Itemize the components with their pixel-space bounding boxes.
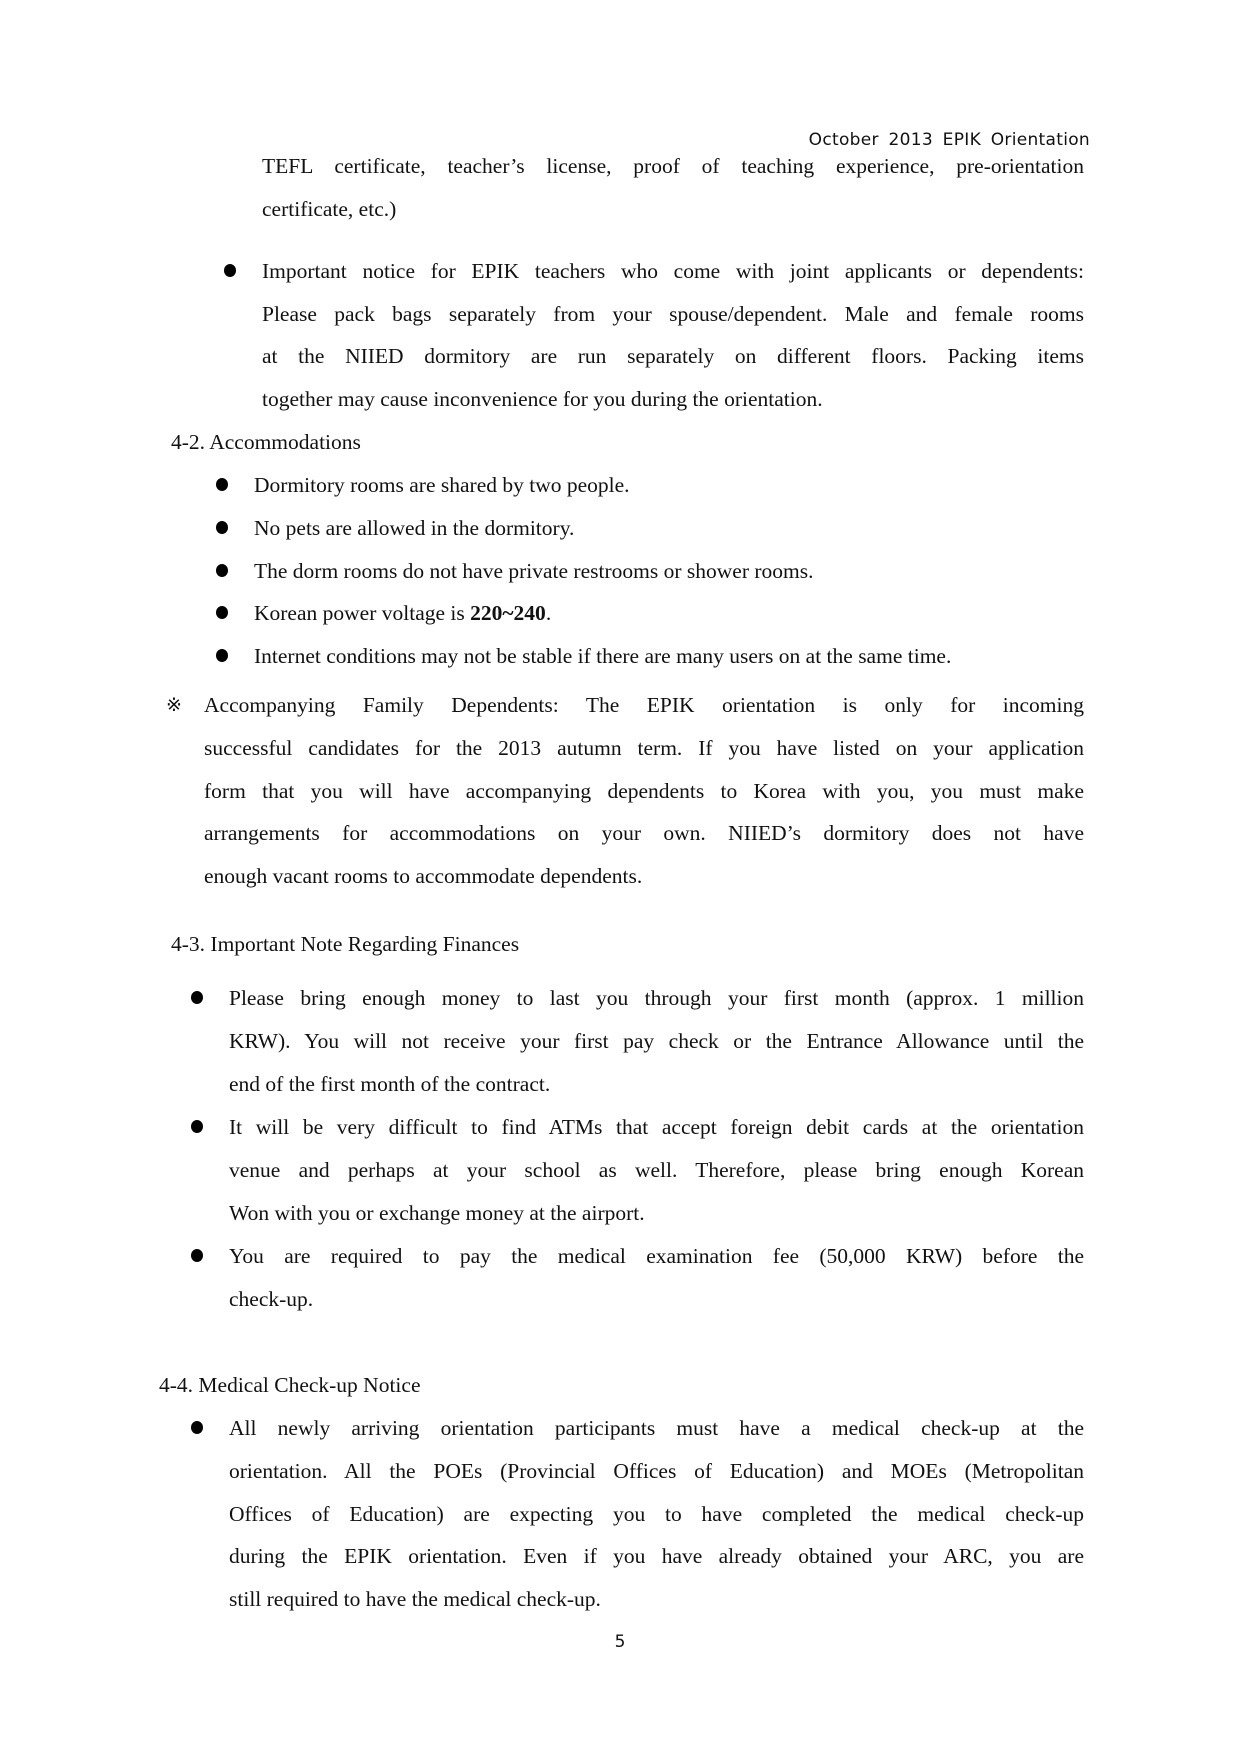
medical-line: All newly arriving orientation participants must have a medical check-up at the	[229, 1416, 1084, 1440]
finance-line: Please bring enough money to last you through your first month (approx. 1 million	[229, 986, 1084, 1010]
voltage-label: Korean power voltage is	[254, 601, 471, 625]
medical-line: during the EPIK orientation. Even if you have already obtained your ARC, you are	[229, 1544, 1084, 1568]
running-header: October 2013 EPIK Orientation	[808, 130, 1090, 150]
accommodation-item: Internet conditions may not be stable if there are many users on at the same time.	[254, 644, 952, 668]
medical-line: orientation. All the POEs (Provincial Offices of Education) and MOEs (Metropolitan	[229, 1459, 1084, 1483]
voltage-value: 220~240	[470, 601, 546, 625]
notice-line: Please pack bags separately from your spouse/dependent. Male and female rooms	[262, 302, 1084, 326]
notice-line: Important notice for EPIK teachers who come with joint applicants or dependents:	[262, 259, 1084, 283]
medical-line: still required to have the medical check-up.	[229, 1587, 601, 1611]
notice-line: at the NIIED dormitory are run separately on different floors. Packing items	[262, 344, 1084, 368]
bullet-icon	[216, 478, 228, 491]
voltage-suffix: .	[545, 601, 552, 625]
bullet-icon	[216, 564, 228, 577]
family-note-line: Accompanying Family Dependents: The EPIK orientation is only for incoming	[204, 693, 1084, 717]
family-note-line: arrangements for accommodations on your own. NIIED’s dormitory does not have	[204, 821, 1084, 845]
bullet-icon	[191, 1421, 203, 1434]
notice-line: together may cause inconvenience for you during the orientation.	[262, 387, 823, 411]
accommodation-item: The dorm rooms do not have private restrooms or shower rooms.	[254, 559, 814, 583]
finance-line: Won with you or exchange money at the airport.	[229, 1201, 645, 1225]
finance-line: venue and perhaps at your school as well. Therefore, please bring enough Korean	[229, 1158, 1084, 1182]
continuation-line: TEFL certificate, teacher’s license, proof of teaching experience, pre-orientation	[262, 154, 1084, 178]
bullet-icon	[216, 521, 228, 534]
medical-line: Offices of Education) are expecting you to have completed the medical check-up	[229, 1502, 1084, 1526]
family-note-line: successful candidates for the 2013 autumn term. If you have listed on your application	[204, 736, 1084, 760]
section-heading-4-4: 4-4. Medical Check-up Notice	[159, 1373, 421, 1397]
finance-line: It will be very difficult to find ATMs that accept foreign debit cards at the orientation	[229, 1115, 1084, 1139]
finance-line: end of the first month of the contract.	[229, 1072, 551, 1096]
continuation-line: certificate, etc.)	[262, 197, 397, 221]
reference-mark-icon: ※	[166, 694, 182, 716]
bullet-icon	[216, 606, 228, 619]
bullet-icon	[224, 264, 236, 277]
finance-line: KRW). You will not receive your first pay check or the Entrance Allowance until the	[229, 1029, 1084, 1053]
page-number: 5	[614, 1632, 626, 1652]
finance-line: check-up.	[229, 1287, 314, 1311]
section-heading-4-3: 4-3. Important Note Regarding Finances	[171, 932, 520, 956]
bullet-icon	[191, 1249, 203, 1262]
bullet-icon	[191, 1120, 203, 1133]
accommodation-item: No pets are allowed in the dormitory.	[254, 516, 575, 540]
bullet-icon	[216, 649, 228, 662]
accommodation-item: Dormitory rooms are shared by two people.	[254, 473, 630, 497]
finance-line: You are required to pay the medical examination fee (50,000 KRW) before the	[229, 1244, 1084, 1268]
bullet-icon	[191, 991, 203, 1004]
section-heading-4-2: 4-2. Accommodations	[171, 430, 361, 454]
accommodation-item-voltage	[254, 599, 551, 627]
family-note-line: form that you will have accompanying dependents to Korea with you, you must make	[204, 779, 1084, 803]
family-note-line: enough vacant rooms to accommodate dependents.	[204, 864, 643, 888]
